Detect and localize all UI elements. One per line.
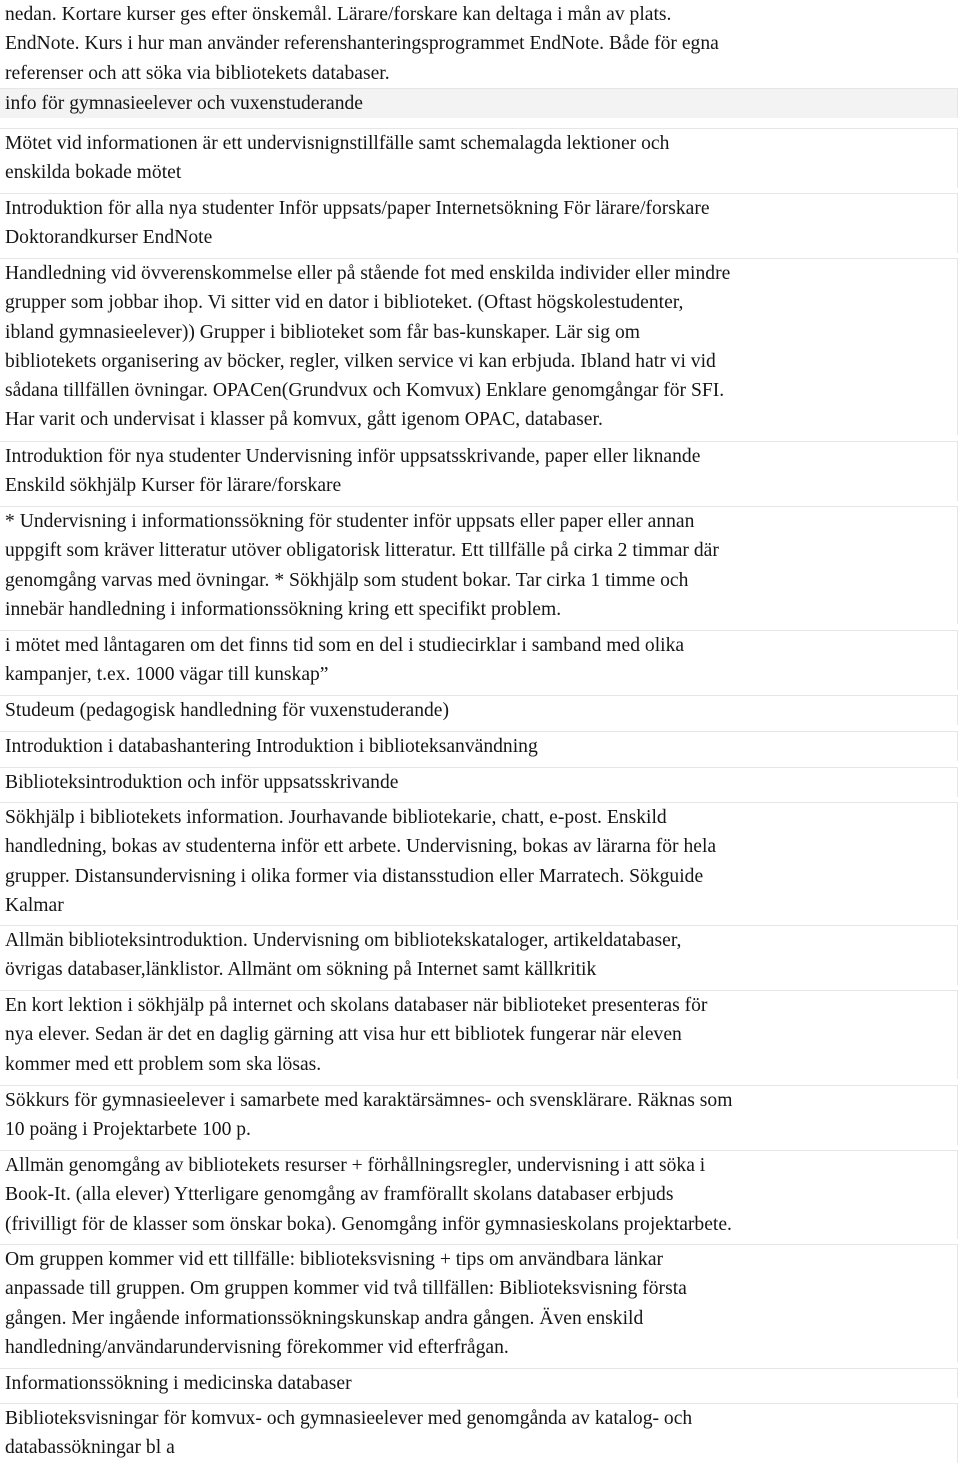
text-block	[0, 630, 958, 690]
text-line: Handledning vid övverenskommelse eller på stående fot med enskilda individer eller mindre	[5, 263, 731, 284]
text-line: Introduktion i databashantering Introduktion i biblioteksanvändning	[5, 736, 538, 757]
text-line: En kort lektion i sökhjälp på internet och skolans databaser när biblioteket presenteras för	[5, 995, 708, 1016]
text-line: nedan. Kortare kurser ges efter önskemål. Lärare/forskare kan deltaga i mån av plats.	[5, 4, 672, 25]
text-line: uppgift som kräver litteratur utöver obligatorisk litteratur. Ett tillfälle på cirka 2 timmar där	[5, 540, 719, 562]
text-line: Introduktion för nya studenter Undervisning inför uppsatsskrivande, paper eller liknande	[5, 446, 701, 467]
text-line: referenser och att söka via bibliotekets databaser.	[5, 62, 390, 84]
text-block	[0, 1403, 958, 1463]
text-line: Kalmar	[5, 894, 64, 916]
text-line: Enskild sökhjälp Kurser för lärare/forskare	[5, 475, 342, 497]
text-line: kampanjer, t.ex. 1000 vägar till kunskap”	[5, 664, 329, 686]
text-line: bibliotekets organisering av böcker, regler, vilken service vi kan erbjuda. Ibland hatr vi vid	[5, 350, 716, 372]
text-line: databassökningar bl a	[5, 1437, 175, 1459]
text-line: Har varit och undervisat i klasser på komvux, gått igenom OPAC, databaser.	[5, 409, 603, 431]
text-block	[0, 1150, 958, 1239]
text-line: Introduktion för alla nya studenter Inför uppsats/paper Internetsökning För lärare/forskare	[5, 198, 710, 219]
text-line: Studeum (pedagogisk handledning för vuxenstuderande)	[5, 700, 450, 721]
text-line: Biblioteksintroduktion och inför uppsatsskrivande	[5, 772, 399, 793]
text-line: Book-It. (alla elever) Ytterligare genomgång av framförallt skolans databaser erbjuds	[5, 1184, 674, 1206]
text-line: Allmän biblioteksintroduktion. Undervisning om bibliotekskataloger, artikeldatabaser,	[5, 930, 682, 951]
text-line: i mötet med låntagaren om det finns tid som en del i studiecirklar i samband med olika	[5, 635, 685, 656]
text-block	[0, 1085, 958, 1145]
text-block	[0, 925, 958, 985]
text-line: handledning, bokas av studenterna inför ett arbete. Undervisning, bokas av lärarna för hela	[5, 836, 717, 858]
text-line: Doktorandkurser EndNote	[5, 227, 213, 249]
text-line: * Undervisning i informationssökning för studenter inför uppsats eller paper eller annan	[5, 511, 695, 532]
text-block	[0, 990, 958, 1079]
text-block	[0, 88, 958, 118]
text-line: Biblioteksvisningar för komvux- och gymnasieelever med genomgånda av katalog- och	[5, 1408, 693, 1429]
text-block	[0, 1244, 958, 1362]
text-block	[0, 695, 958, 725]
text-block	[0, 1368, 958, 1398]
text-line: Sökkurs för gymnasieelever i samarbete med karaktärsämnes- och svensklärare. Räknas som	[5, 1090, 733, 1111]
text-line: övrigas databaser,länklistor. Allmänt om sökning på Internet samt källkritik	[5, 959, 597, 981]
text-line: anpassade till gruppen. Om gruppen kommer vid två tillfällen: Biblioteksvisning första	[5, 1278, 687, 1300]
text-line: genomgång varvas med övningar. * Sökhjälp som student bokar. Tar cirka 1 timme och	[5, 569, 689, 591]
text-block	[0, 193, 958, 253]
text-line: sådana tillfällen övningar. OPACen(Grundvux och Komvux) Enklare genomgångar för SFI.	[5, 380, 725, 402]
text-line: 10 poäng i Projektarbete 100 p.	[5, 1119, 251, 1141]
text-line: enskilda bokade mötet	[5, 162, 182, 184]
text-block	[0, 506, 958, 624]
text-line: grupper. Distansundervisning i olika former via distansstudion eller Marratech. Sökguide	[5, 865, 704, 887]
text-line: innebär handledning i informationssökning kring ett specifikt problem.	[5, 598, 562, 620]
text-line: gången. Mer ingående informationssökningskunskap andra gången. Även enskild	[5, 1307, 644, 1329]
text-block	[0, 258, 958, 435]
text-block	[0, 767, 958, 797]
text-line: EndNote. Kurs i hur man använder referenshanteringsprogrammet EndNote. Både för egna	[5, 33, 719, 55]
text-line: kommer med ett problem som ska lösas.	[5, 1053, 322, 1075]
text-block	[0, 128, 958, 188]
text-line: (frivilligt för de klasser som önskar boka). Genomgång inför gymnasieskolans projektarbete.	[5, 1213, 732, 1235]
text-line: handledning/användarundervisning förekommer vid efterfrågan.	[5, 1336, 509, 1358]
text-line: Om gruppen kommer vid ett tillfälle: biblioteksvisning + tips om användbara länkar	[5, 1249, 664, 1270]
text-line: grupper som jobbar ihop. Vi sitter vid en dator i biblioteket. (Oftast högskolestudenter,	[5, 292, 684, 314]
text-block	[0, 731, 958, 761]
text-block	[0, 0, 958, 88]
text-line: Informationssökning i medicinska databaser	[5, 1373, 352, 1394]
text-block	[0, 441, 958, 501]
text-line: info för gymnasieelever och vuxenstuderande	[5, 93, 363, 114]
text-line: Allmän genomgång av bibliotekets resurser + förhållningsregler, undervisning i att söka i	[5, 1155, 706, 1176]
text-line: ibland gymnasieelever)) Grupper i biblioteket som får bas-kunskaper. Lär sig om	[5, 321, 640, 343]
text-line: Sökhjälp i bibliotekets information. Jourhavande bibliotekarie, chatt, e-post. Enskild	[5, 807, 667, 828]
text-line: Mötet vid informationen är ett undervisnignstillfälle samt schemalagda lektioner och	[5, 133, 670, 154]
text-block	[0, 802, 958, 920]
text-line: nya elever. Sedan är det en daglig gärning att visa hur ett bibliotek fungerar när eleven	[5, 1024, 682, 1046]
